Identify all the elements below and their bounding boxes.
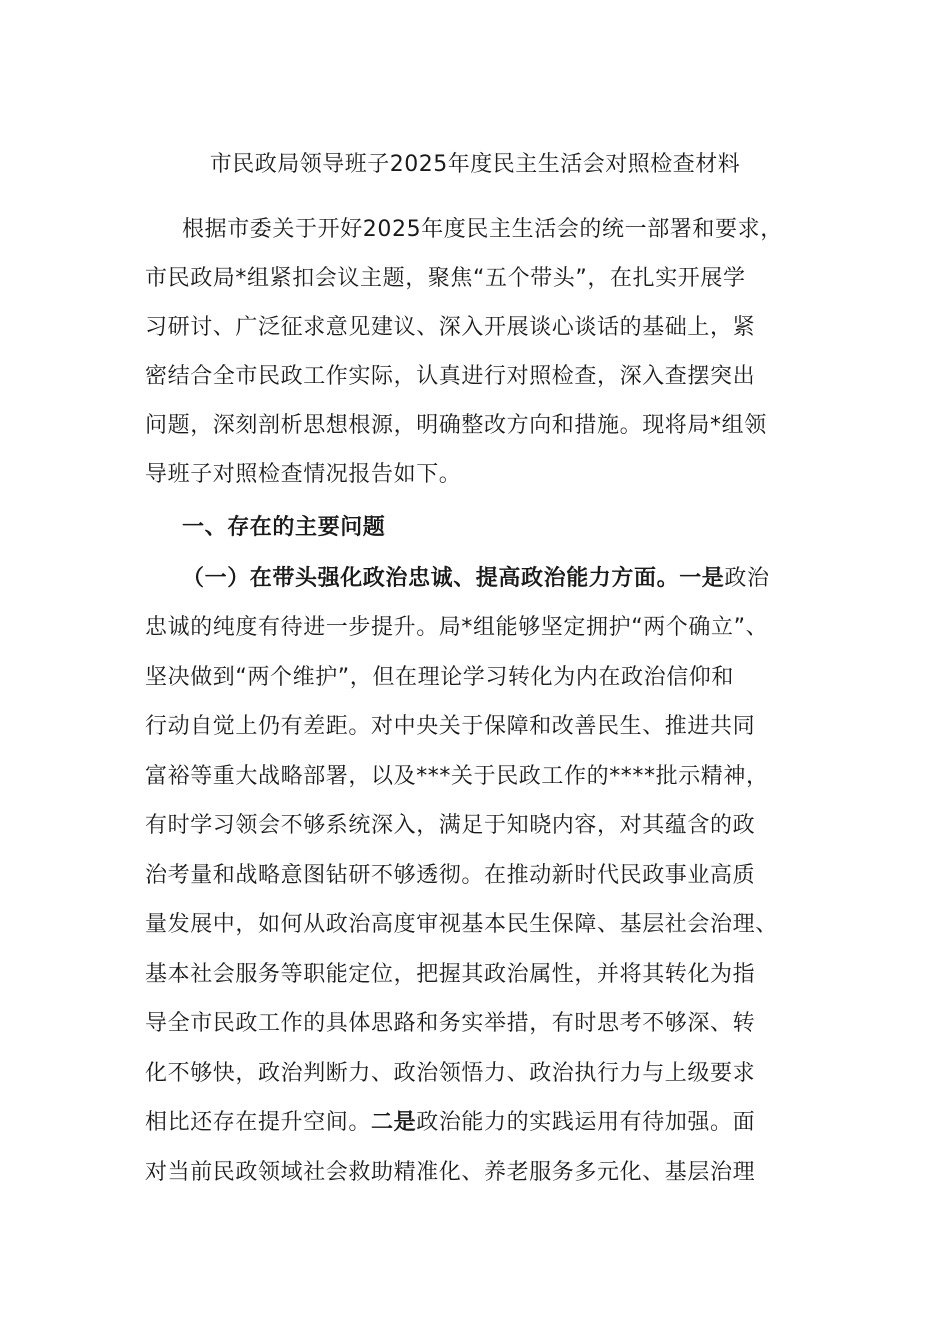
first-marker: 一是	[679, 566, 725, 591]
body-line: 治考量和战略意图钻研不够透彻。在推动新时代民政事业高质	[145, 863, 756, 888]
body-line: 化不够快，政治判断力、政治领悟力、政治执行力与上级要求	[145, 1061, 756, 1086]
section-heading: 一、存在的主要问题	[182, 515, 386, 540]
intro-line: 问题，深刻剖析思想根源，明确整改方向和措施。现将局*组领	[145, 413, 767, 438]
body-line: 坚决做到“两个维护”，但在理论学习转化为内在政治信仰和	[145, 665, 734, 690]
body-line: 量发展中，如何从政治高度审视基本民生保障、基层社会治理、	[145, 912, 778, 937]
body-line: 行动自觉上仍有差距。对中央关于保障和改善民生、推进共同	[145, 714, 756, 739]
intro-line: 根据市委关于开好2025年度民主生活会的统一部署和要求，	[182, 217, 783, 242]
body-line-second-point	[145, 1106, 755, 1140]
document-title: 市民政局领导班子2025年度民主生活会对照检查材料	[209, 152, 741, 177]
second-marker: 二是	[371, 1110, 417, 1135]
subsection-heading: （一）在带头强化政治忠诚、提高政治能力方面。	[182, 566, 680, 591]
second-line-tail: 政治能力的实践运用有待加强。面	[416, 1110, 756, 1135]
intro-line: 市民政局*组紧扣会议主题，聚焦“五个带头”，在扎实开展学	[145, 266, 746, 291]
intro-line: 密结合全市民政工作实际，认真进行对照检查，深入查摆突出	[145, 364, 756, 389]
first-line-tail: 政治	[724, 566, 770, 591]
body-line: 忠诚的纯度有待进一步提升。局*组能够坚定拥护“两个确立”、	[145, 615, 769, 640]
body-line: 对当前民政领域社会救助精准化、养老服务多元化、基层治理	[145, 1160, 756, 1185]
body-line: 导全市民政工作的具体思路和务实举措，有时思考不够深、转	[145, 1011, 756, 1036]
subsection-first-line	[182, 562, 770, 596]
second-line-head: 相比还存在提升空间。	[145, 1110, 372, 1135]
intro-line: 导班子对照检查情况报告如下。	[145, 462, 462, 487]
intro-line: 习研讨、广泛征求意见建议、深入开展谈心谈话的基础上，紧	[145, 315, 756, 340]
body-line: 有时学习领会不够系统深入，满足于知晓内容，对其蕴含的政	[145, 813, 756, 838]
body-line: 富裕等重大战略部署，以及***关于民政工作的****批示精神，	[145, 764, 769, 789]
body-line: 基本社会服务等职能定位，把握其政治属性，并将其转化为指	[145, 962, 756, 987]
